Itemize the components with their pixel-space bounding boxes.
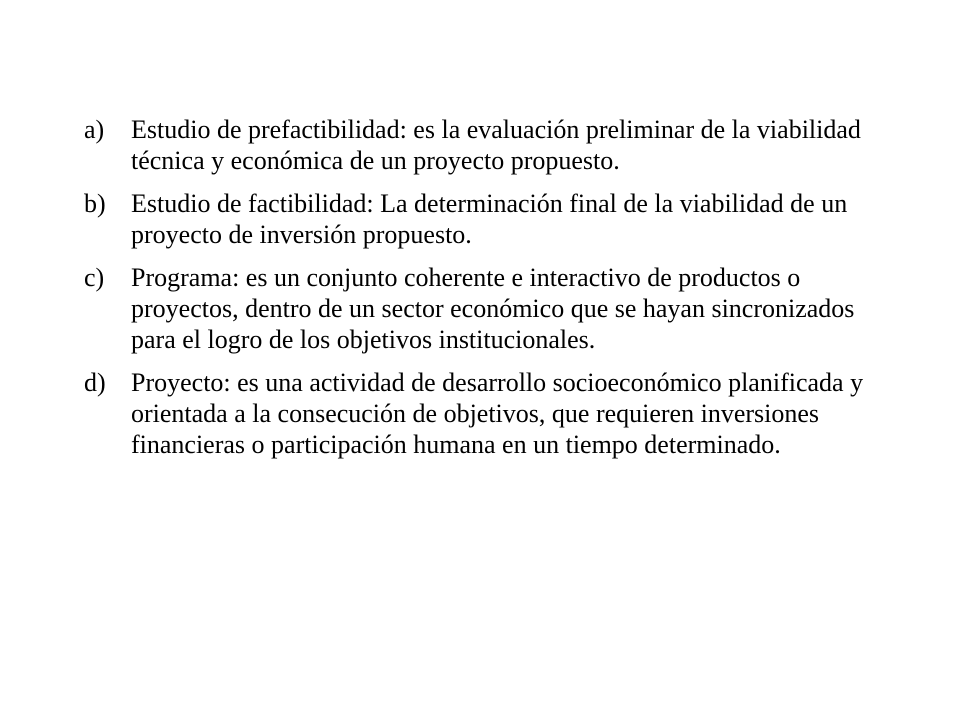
item-marker: b) [84,189,106,218]
item-text: Estudio de prefactibilidad: es la evaluación preliminar de la viabilidad técnica y económica de un proyecto propuesto. [131,115,861,175]
definition-list [84,114,884,472]
definition-item-b [84,188,884,250]
item-marker: d) [84,368,106,397]
definition-item-c [84,262,884,355]
item-text: Estudio de factibilidad: La determinación final de la viabilidad de un proyecto de inversión propuesto. [131,189,848,249]
item-text: Programa: es un conjunto coherente e interactivo de productos o proyectos, dentro de un sector económico que se hayan sincronizados para el logro de los objetivos institucionales. [131,263,855,354]
definition-item-d [84,367,884,460]
item-text: Proyecto: es una actividad de desarrollo socioeconómico planificada y orientada a la consecución de objetivos, que requieren inversiones financieras o participación humana en un tiempo determinado. [131,368,864,459]
definition-item-a [84,114,884,176]
item-marker: a) [84,115,105,144]
item-marker: c) [84,263,105,292]
